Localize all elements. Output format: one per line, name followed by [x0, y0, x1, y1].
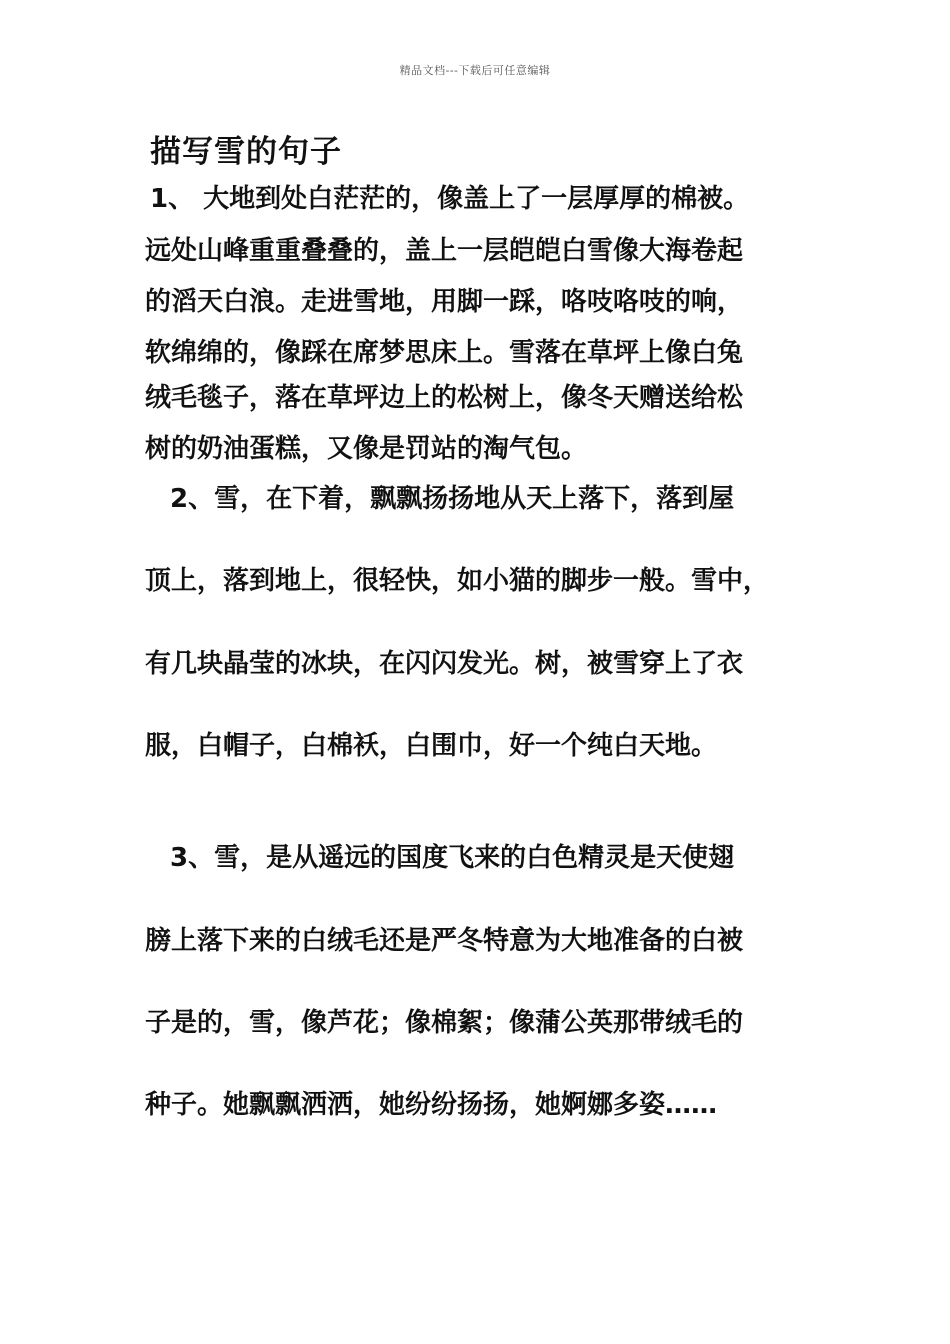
paragraph-1-line-4: 软绵绵的，像踩在席梦思床上。雪落在草坪上像白兔 [145, 338, 744, 368]
paragraph-3-line-2: 膀上落下来的白绒毛还是严冬特意为大地准备的白被 [145, 926, 744, 956]
paragraph-1-line-2: 远处山峰重重叠叠的，盖上一层皑皑白雪像大海卷起 [145, 236, 744, 266]
paragraph-3-line-1: 3、雪，是从遥远的国度飞来的白色精灵是天使翅 [170, 843, 735, 873]
paragraph-3-line-3: 子是的，雪，像芦花；像棉絮；像蒲公英那带绒毛的 [145, 1008, 744, 1038]
paragraph-1-line-1: 1、 大地到处白茫茫的，像盖上了一层厚厚的棉被。 [150, 184, 750, 214]
paragraph-1-line-5: 绒毛毯子，落在草坪边上的松树上，像冬天赠送给松 [145, 383, 744, 413]
paragraph-2-line-3: 有几块晶莹的冰块，在闪闪发光。树，被雪穿上了衣 [145, 649, 744, 679]
paragraph-2-line-1: 2、雪，在下着，飘飘扬扬地从天上落下，落到屋 [170, 484, 735, 514]
paragraph-2-line-4: 服，白帽子，白棉袄，白围巾，好一个纯白天地。 [145, 731, 718, 761]
paragraph-1-line-6: 树的奶油蛋糕，又像是罚站的淘气包。 [145, 434, 588, 464]
header-note: 精品文档---下载后可任意编辑 [399, 64, 551, 77]
paragraph-3-line-4: 种子。她飘飘洒洒，她纷纷扬扬，她婀娜多姿…… [145, 1090, 718, 1120]
paragraph-1-line-3: 的滔天白浪。走进雪地，用脚一踩，咯吱咯吱的响， [145, 287, 744, 317]
paragraph-2-line-2: 顶上，落到地上，很轻快，如小猫的脚步一般。雪中， [145, 566, 770, 596]
document-title: 描写雪的句子 [150, 134, 342, 170]
